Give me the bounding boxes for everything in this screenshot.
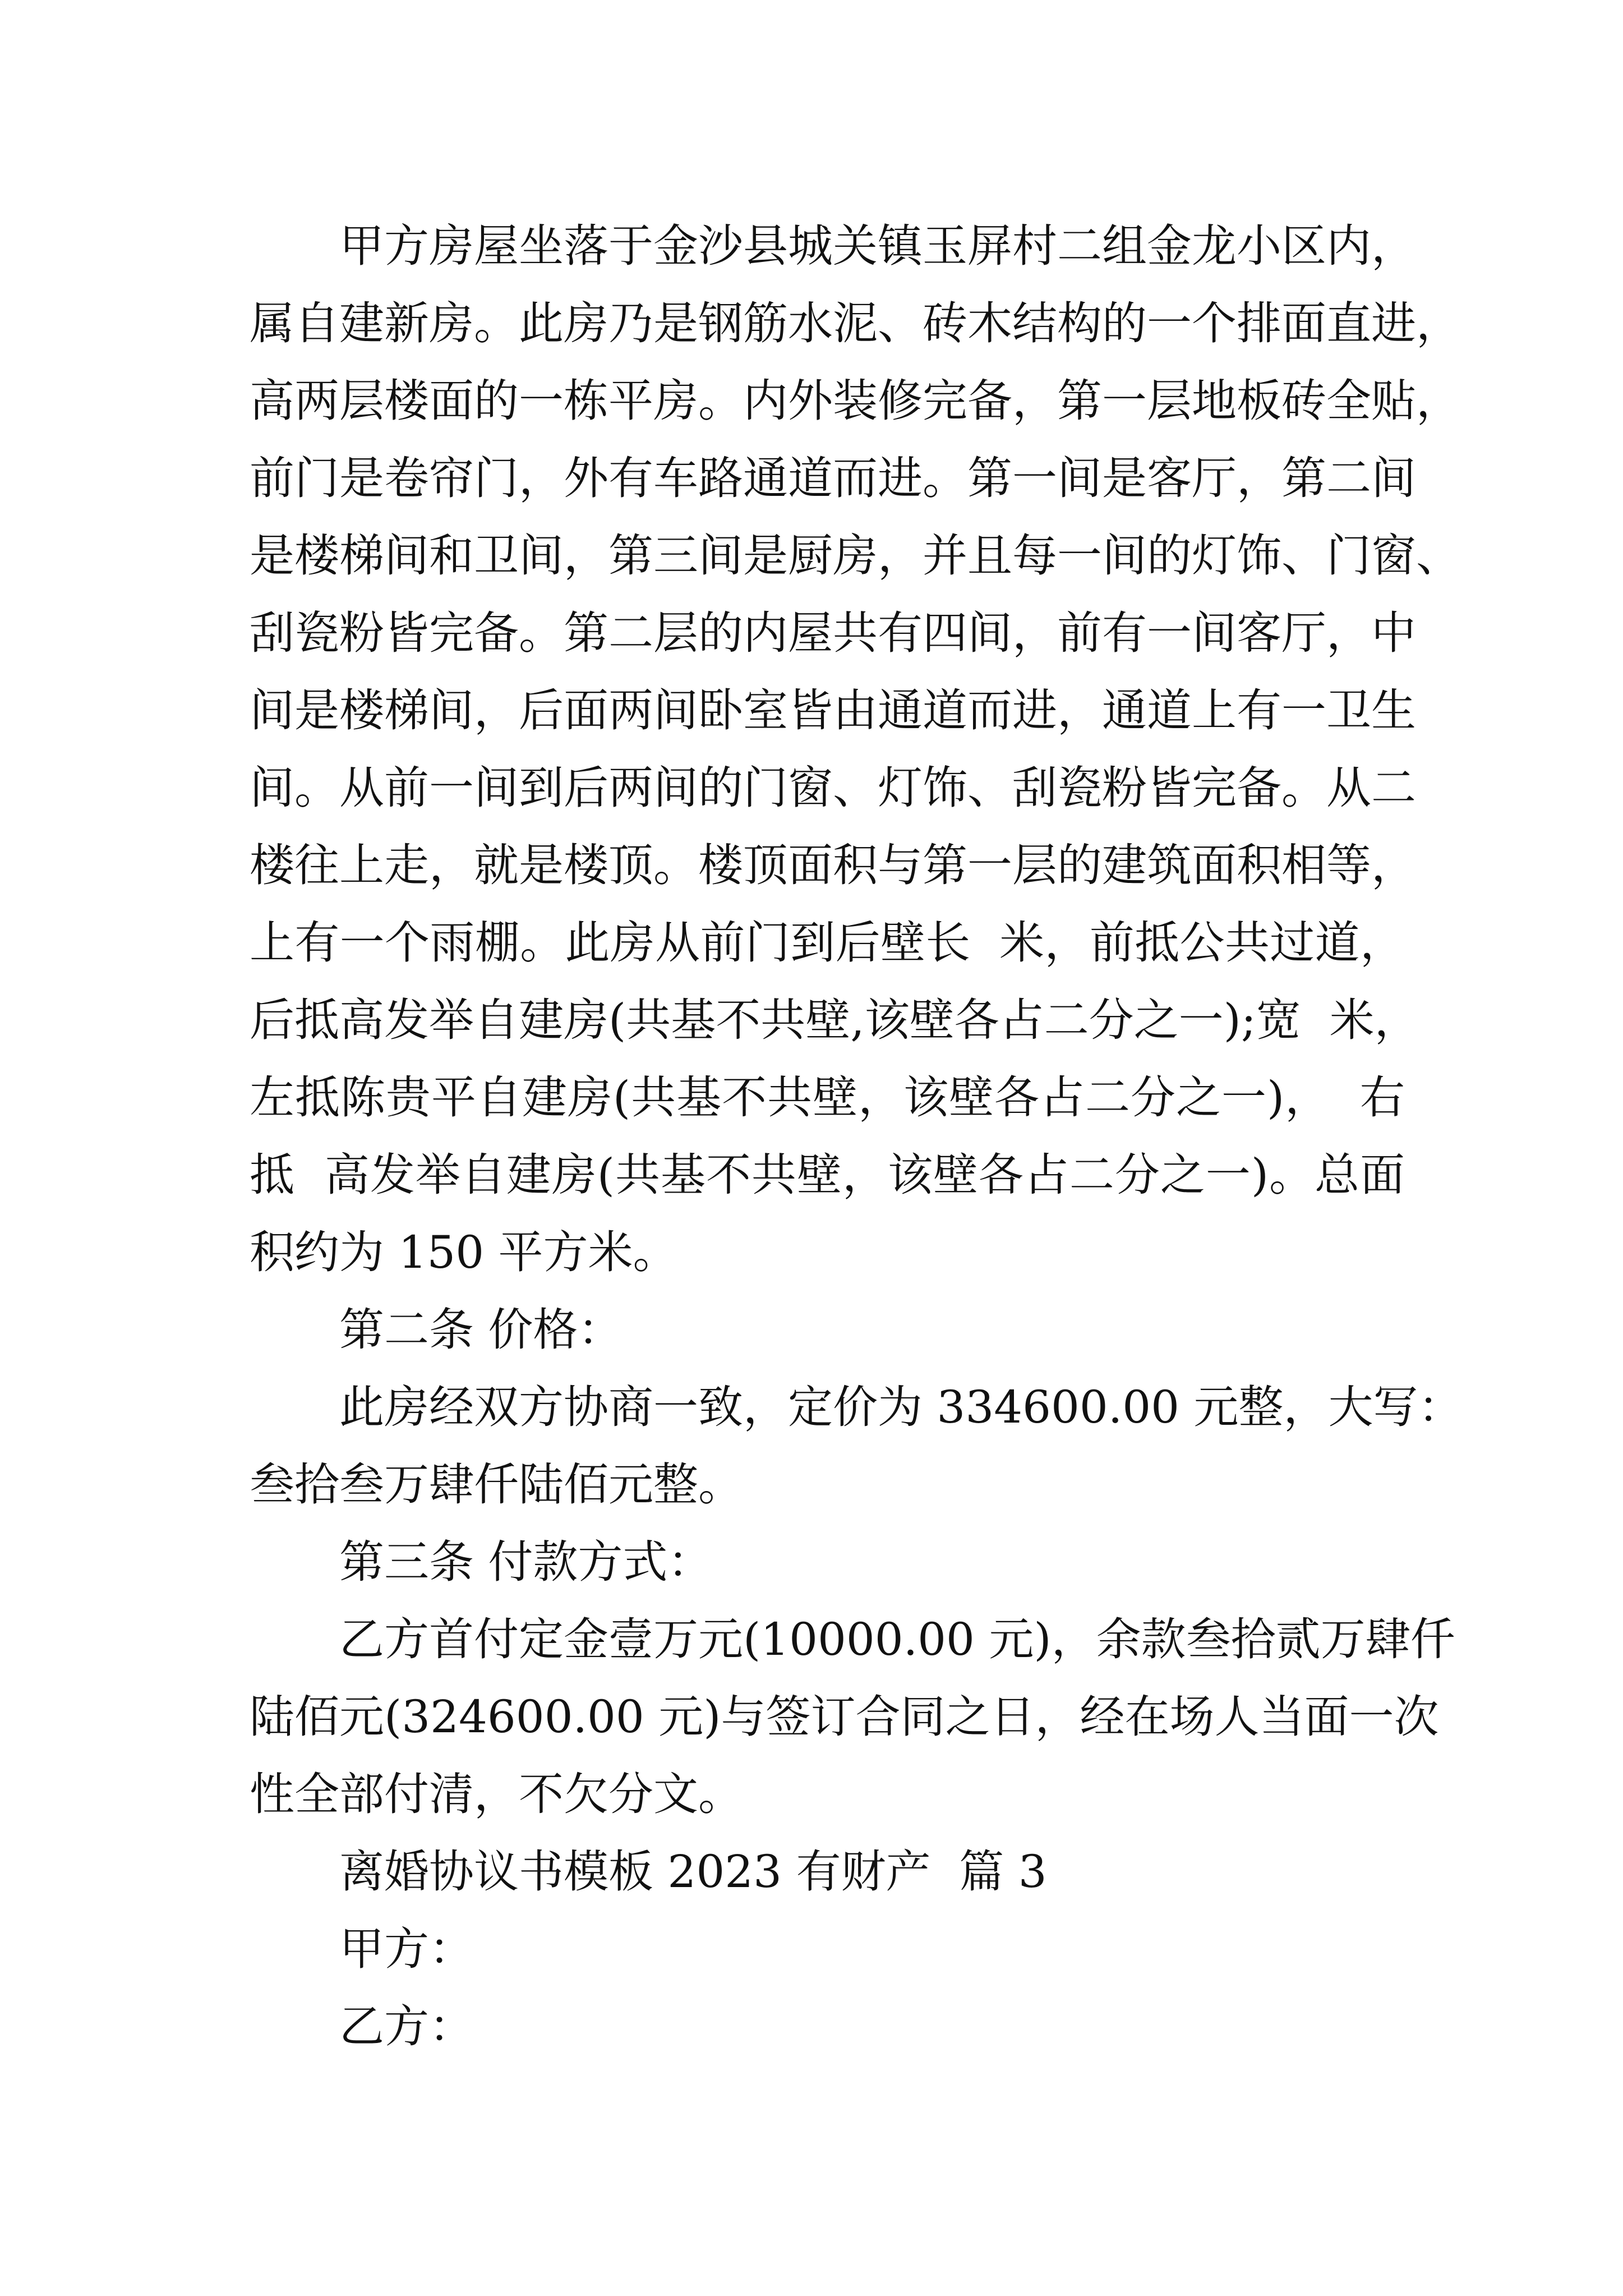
price-paragraph [250,1369,1463,1524]
document-body [250,208,1463,2065]
paragraph-line: 甲方房屋坐落于金沙县城关镇玉屏村二组金龙小区内， [339,220,1416,272]
paragraph-line: 是楼梯间和卫间，第三间是厨房，并且每一间的灯饰、门窗、 [250,530,1461,582]
paragraph-line: 楼往上走，就是楼顶。楼顶面积与第一层的建筑面积相等， [250,839,1416,891]
payment-paragraph [250,1601,1455,1833]
paragraph-line: 叁拾叁万肆仟陆佰元整。 [250,1458,743,1511]
paragraph-line: 后抵高发举自建房(共基不共壁,该壁各占二分之一);宽 米， [250,994,1419,1046]
property-description-paragraph [250,208,1461,1291]
paragraph-line: 间是楼梯间，后面两间卧室皆由通道而进，通道上有一卫生 [250,684,1416,737]
paragraph-line: 高两层楼面的一栋平房。内外装修完备，第一层地板砖全贴， [250,375,1461,427]
section-title: 离婚协议书模板 2023 有财产 篇 3 [339,1846,1047,1898]
paragraph-line: 左抵陈贵平自建房(共基不共壁，该壁各占二分之一)， 右 [250,1071,1405,1124]
party-a-label: 甲方： [339,1923,474,1975]
party-b-label: 乙方： [339,2000,474,2053]
paragraph-line: 性全部付清，不欠分文。 [250,1768,743,1820]
paragraph-line: 抵 高发举自建房(共基不共壁，该壁各占二分之一)。总面 [250,1149,1405,1201]
paragraph-line: 陆佰元(324600.00 元)与签订合同之日，经在场人当面一次 [250,1691,1439,1743]
paragraph-line: 乙方首付定金壹万元(10000.00 元)，余款叁拾贰万肆仟 [339,1613,1455,1665]
paragraph-line: 前门是卷帘门，外有车路通道而进。第一间是客厅，第二间 [250,452,1416,504]
article-3-heading: 第三条 付款方式： [339,1536,713,1588]
paragraph-line: 积约为 150 平方米。 [250,1226,678,1278]
paragraph-line: 上有一个雨棚。此房从前门到后壁长 米，前抵公共过道， [250,917,1405,969]
paragraph-line: 刮瓷粉皆完备。第二层的内屋共有四间，前有一间客厅，中 [250,607,1416,659]
article-2-heading: 第二条 价格： [339,1304,623,1356]
paragraph-line: 间。从前一间到后两间的门窗、灯饰、刮瓷粉皆完备。从二 [250,762,1416,814]
paragraph-line: 属自建新房。此房乃是钢筋水泥、砖木结构的一个排面直进， [250,297,1461,349]
paragraph-line: 此房经双方协商一致，定价为 334600.00 元整，大写： [339,1381,1463,1433]
